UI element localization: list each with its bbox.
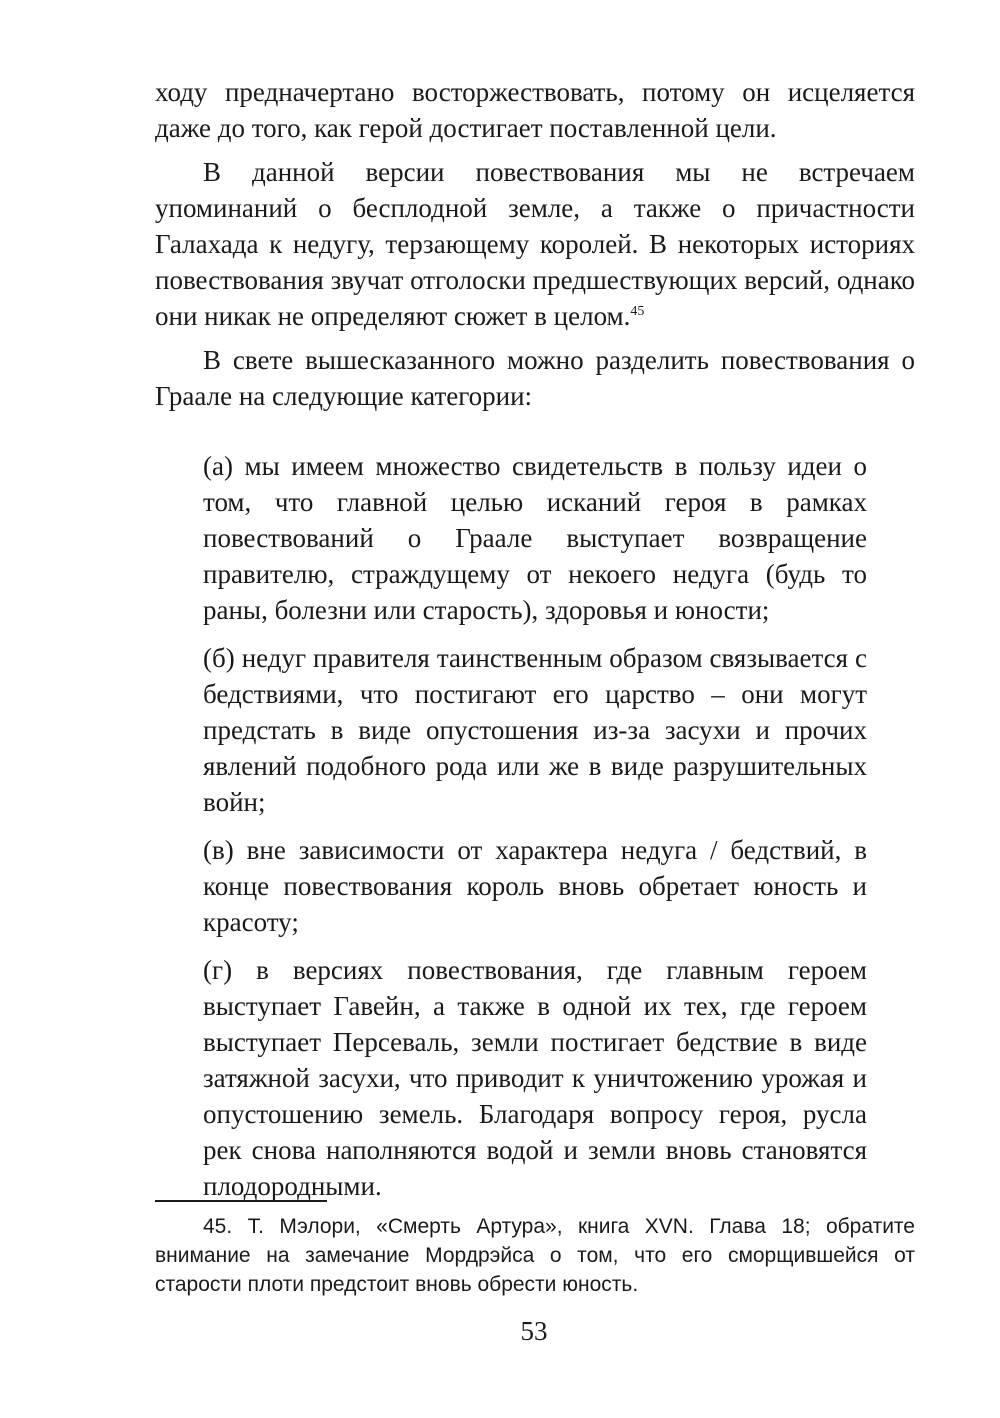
footnote-reference: 45 bbox=[630, 304, 645, 319]
page-body bbox=[155, 74, 915, 1216]
paragraph-3: В свете вышесказанного можно разделить повествования о Граале на следующие категории: bbox=[155, 345, 915, 411]
list-item-b: (б) недуг правителя таинственным образом связывается с бедствиями, что постигают его царство – они могут предстать в виде опустошения из-за засухи и прочих явлений подобного рода или же в виде разрушительных войн; bbox=[203, 643, 867, 817]
footnote: 45. Т. Мэлори, «Смерть Артура», книга XVN. Глава 18; обратите внимание на замечание Мордрэйса о том, что его сморщившейся от старости плоти предстоит вновь обрести юность. bbox=[155, 1215, 915, 1296]
list-item-a: (а) мы имеем множество свидетельств в пользу идеи о том, что главной целью исканий героя в рамках повествований о Граале выступает возвращение правителю, страждущему от некоего недуга (будь то раны, болезни или старость), здоровья и юности; bbox=[203, 451, 867, 625]
list-item-g: (г) в версиях повествования, где главным героем выступает Гавейн, а также в одной их тех, где героем выступает Персеваль, земли постигает бедствие в виде затяжной засухи, что приводит к уничтожению урожая и опустошению земель. Благодаря вопросу героя, русла рек снова наполняются водой и земли вновь становятся плодородными. bbox=[203, 955, 867, 1201]
paragraph-1: ходу предначертано восторжествовать, потому он исцеляется даже до того, как герой достигает поставленной цели. bbox=[155, 77, 915, 143]
category-list bbox=[155, 448, 867, 1204]
page-number: 53 bbox=[520, 1316, 548, 1346]
footnote-divider bbox=[155, 1200, 327, 1202]
paragraph-2-text: В данной версии повествования мы не встречаем упоминаний о бесплодной земле, а также о причастности Галахада к недугу, терзающему королей. В некоторых историях повествования звучат отголоски предшествующих версий, однако они никак не определяют сюжет в целом. bbox=[155, 157, 915, 331]
list-item-v: (в) вне зависимости от характера недуга / бедствий, в конце повествования король вновь обретает юность и красоту; bbox=[203, 835, 867, 937]
paragraph-2 bbox=[155, 154, 915, 334]
